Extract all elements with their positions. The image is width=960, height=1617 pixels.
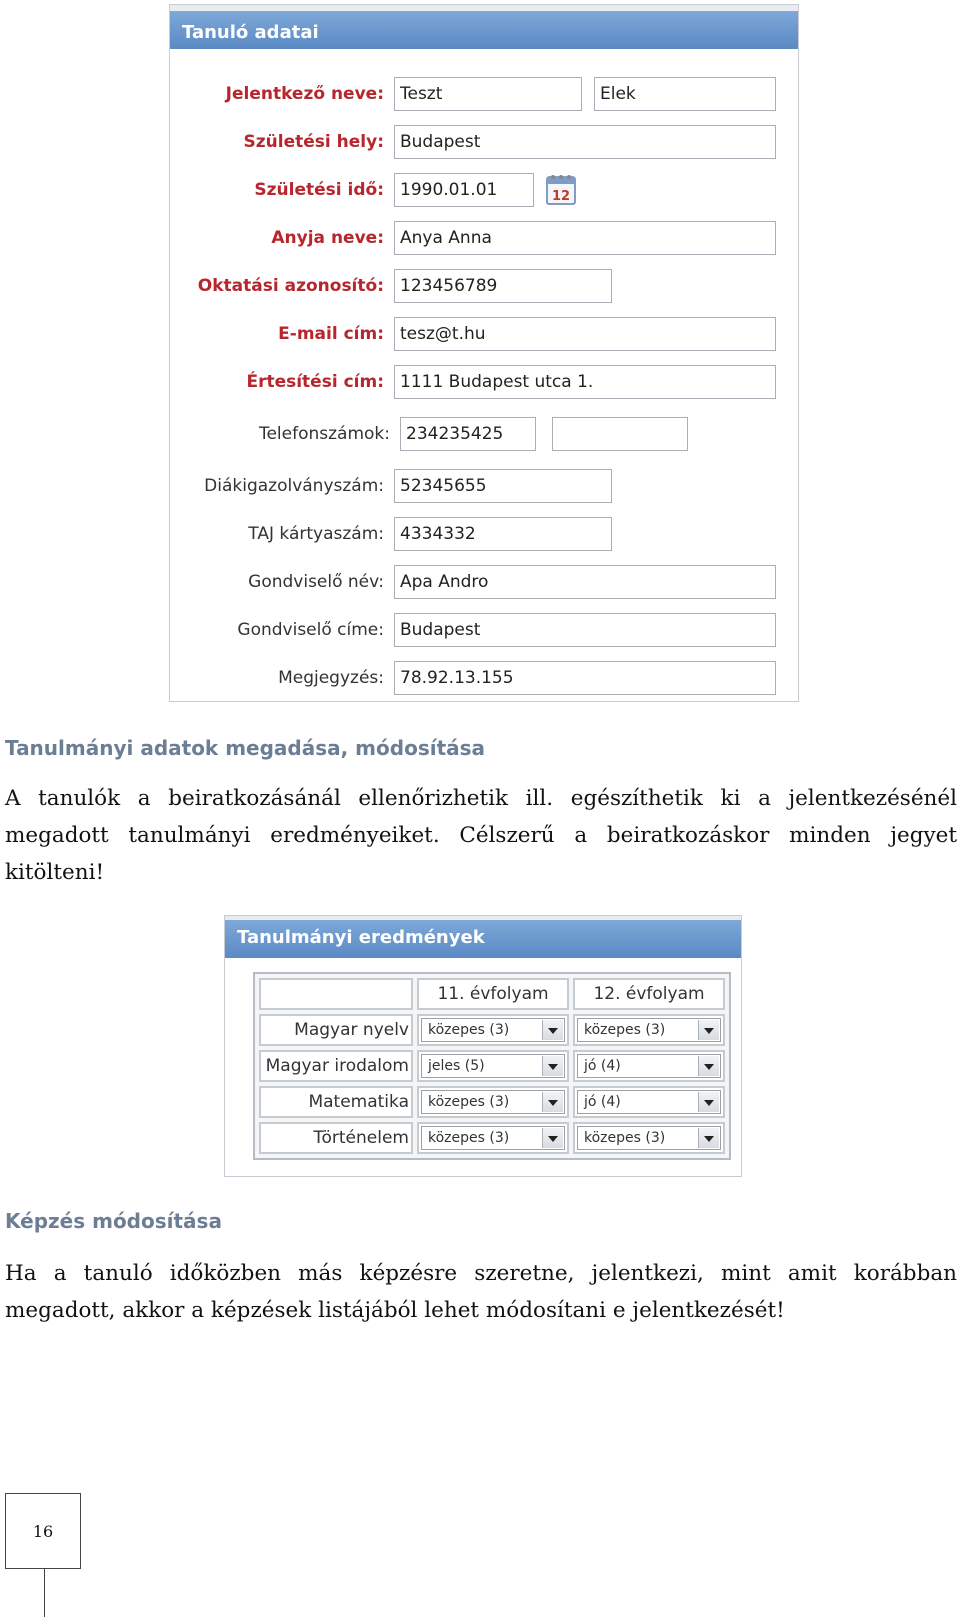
subject-label: Magyar irodalom	[259, 1050, 413, 1082]
row-eduid	[170, 269, 800, 303]
grade-value: jó (4)	[584, 1094, 621, 1110]
chevron-down-icon[interactable]	[542, 1128, 563, 1148]
grade-select[interactable]	[577, 1090, 721, 1114]
first-name-input[interactable]: Elek	[594, 77, 776, 111]
panel-title: Tanuló adatai	[170, 5, 798, 49]
grade-value: jeles (5)	[428, 1058, 485, 1074]
study-results-panel	[224, 915, 742, 1177]
chevron-down-icon[interactable]	[542, 1092, 563, 1112]
row-phones	[170, 417, 800, 451]
grade-value: közepes (3)	[428, 1022, 510, 1038]
subject-label: Magyar nyelv	[259, 1014, 413, 1046]
grade-select[interactable]	[421, 1090, 565, 1114]
eduid-label: Oktatási azonosító:	[197, 276, 384, 296]
grade-value: közepes (3)	[428, 1094, 510, 1110]
grade-value: közepes (3)	[584, 1130, 666, 1146]
note-input[interactable]: 78.92.13.155	[394, 661, 776, 695]
grade-select[interactable]	[577, 1018, 721, 1042]
address-label: Értesítési cím:	[246, 372, 384, 392]
grade-select[interactable]	[577, 1054, 721, 1078]
row-studentcard	[170, 469, 800, 503]
mother-label: Anyja neve:	[271, 228, 384, 248]
studentcard-label: Diákigazolványszám:	[204, 476, 384, 496]
applicant-name-label: Jelentkező neve:	[225, 84, 384, 104]
row-guardian	[170, 565, 800, 599]
guardian-address-label: Gondviselő címe:	[237, 620, 384, 640]
grade-value: jó (4)	[584, 1058, 621, 1074]
grades-table	[253, 972, 731, 1160]
phone1-input[interactable]: 234235425	[400, 417, 536, 451]
grade-value: közepes (3)	[428, 1130, 510, 1146]
grade-select[interactable]	[421, 1126, 565, 1150]
row-address	[170, 365, 800, 399]
section-paragraph-training-change: Ha a tanuló időközben más képzésre szeretne, jelentkezi, mint amit korábban megadott, akkor a képzések listájából lehet módosítani e jelentkezését!	[5, 1261, 957, 1323]
grade-select[interactable]	[421, 1018, 565, 1042]
row-applicant-name	[170, 77, 800, 111]
birthdate-input[interactable]: 1990.01.01	[394, 173, 534, 207]
chevron-down-icon[interactable]	[698, 1020, 719, 1040]
section-paragraph-study-data: A tanulók a beiratkozásánál ellenőrizhetik ill. egészíthetik ki a jelentkezésénél megadott tanulmányi eredményeiket. Célszerű a beiratkozáskor minden jegyet kitölteni!	[5, 786, 957, 885]
empty-header-cell	[259, 978, 413, 1010]
guardian-address-input[interactable]: Budapest	[394, 613, 776, 647]
calendar-icon[interactable]	[544, 173, 578, 207]
grade-select[interactable]	[421, 1054, 565, 1078]
taj-label: TAJ kártyaszám:	[248, 524, 384, 544]
table-row	[259, 1122, 725, 1154]
phones-label: Telefonszámok:	[258, 424, 390, 444]
row-birthdate	[170, 173, 800, 207]
studentcard-input[interactable]: 52345655	[394, 469, 612, 503]
email-input[interactable]: tesz@t.hu	[394, 317, 776, 351]
table-header-row	[259, 978, 725, 1010]
page-number-divider	[44, 1569, 45, 1617]
last-name-input[interactable]: Teszt	[394, 77, 582, 111]
section-heading-study-data: Tanulmányi adatok megadása, módosítása	[5, 736, 486, 760]
table-row	[259, 1050, 725, 1082]
table-row	[259, 1014, 725, 1046]
birthplace-label: Születési hely:	[243, 132, 384, 152]
chevron-down-icon[interactable]	[542, 1020, 563, 1040]
row-mother	[170, 221, 800, 255]
chevron-down-icon[interactable]	[698, 1128, 719, 1148]
row-taj	[170, 517, 800, 551]
section-heading-training-change: Képzés módosítása	[5, 1209, 222, 1233]
grade-value: közepes (3)	[584, 1022, 666, 1038]
subject-label: Matematika	[259, 1086, 413, 1118]
grade-select[interactable]	[577, 1126, 721, 1150]
note-label: Megjegyzés:	[278, 668, 384, 688]
guardian-label: Gondviselő név:	[248, 572, 384, 592]
row-guardian-address	[170, 613, 800, 647]
guardian-input[interactable]: Apa Andro	[394, 565, 776, 599]
column-header-grade12: 12. évfolyam	[573, 978, 725, 1010]
taj-input[interactable]: 4334332	[394, 517, 612, 551]
row-email	[170, 317, 800, 351]
page-number: 16	[5, 1493, 81, 1569]
calendar-day-text: 12	[551, 189, 571, 204]
chevron-down-icon[interactable]	[542, 1056, 563, 1076]
chevron-down-icon[interactable]	[698, 1092, 719, 1112]
chevron-down-icon[interactable]	[698, 1056, 719, 1076]
birthplace-input[interactable]: Budapest	[394, 125, 776, 159]
birthdate-label: Születési idő:	[254, 180, 384, 200]
subject-label: Történelem	[259, 1122, 413, 1154]
table-row	[259, 1086, 725, 1118]
row-note	[170, 661, 800, 695]
row-birthplace	[170, 125, 800, 159]
mother-input[interactable]: Anya Anna	[394, 221, 776, 255]
column-header-grade11: 11. évfolyam	[417, 978, 569, 1010]
student-data-panel	[169, 4, 799, 702]
email-label: E-mail cím:	[278, 324, 384, 344]
panel-title: Tanulmányi eredmények	[225, 916, 741, 958]
address-input[interactable]: 1111 Budapest utca 1.	[394, 365, 776, 399]
eduid-input[interactable]: 123456789	[394, 269, 612, 303]
phone2-input[interactable]	[552, 417, 688, 451]
